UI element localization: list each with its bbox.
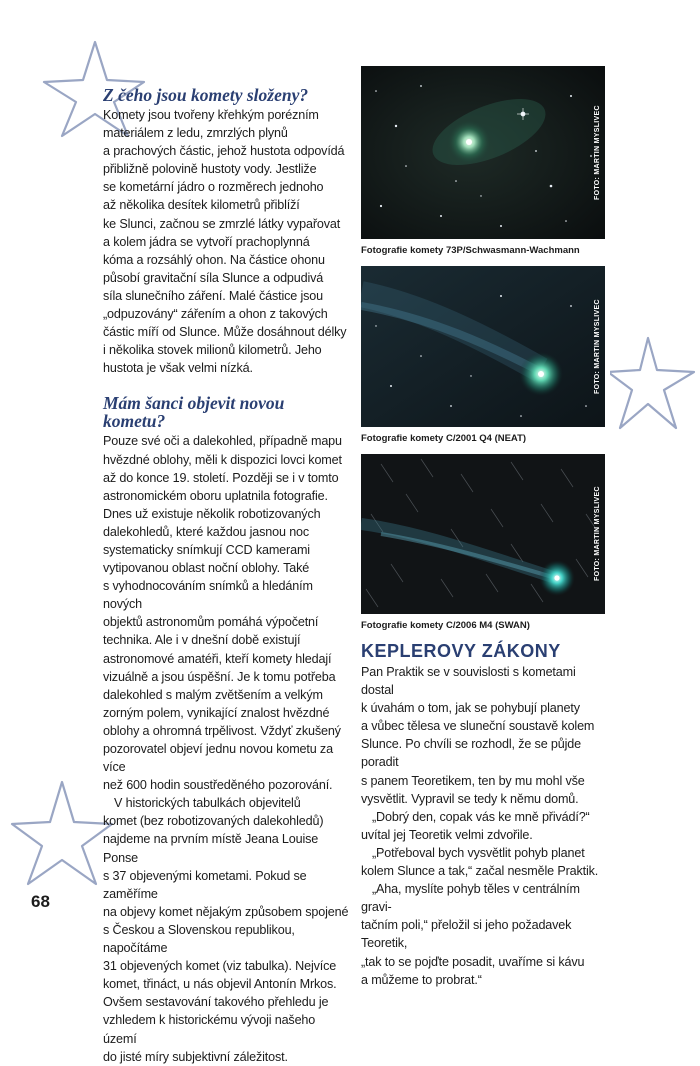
photo-caption: Fotografie komety 73P/Schwasmann-Wachmann [361,245,580,256]
paragraph-discover-1: Pouze své oči a dalekohled, případně mapu hvězdné oblohy, měli k dispozici lovci komet až do konce 19. století. Později se i v tomto astronomickém oboru uplatnila fotografie. Dnes už existuje několik robotizovaných dalekohledů, které každou jasnou noc systematicky snímkují CCD kamerami vytipovanou oblast noční oblohy. Také s vyhodnocováním snímků a hledáním nových objektů astronomům pomáhá výpočetní technika. Ale i v dnešní době existují astronomové amatéři, kteří komety hledají vizuálně a jsou úspěšní. Je k tomu potřeba dalekohled s malým zvětšením a velkým zorným polem, vynikající znalost hvězdné oblohy a ohromná trpělivost. Vždyť zkušený pozorovatel objeví jednu novou kometu za více než 600 hodin soustředěného pozorování. [103,434,342,793]
section-heading-discover: Mám šanci objevit novou kometu? [103,393,285,432]
left-column [103,86,349,1066]
comet-photo-73p [361,66,605,239]
comet-photo-c2006-m4 [361,454,605,614]
page-number: 68 [31,892,50,911]
comet-photo-c2001-q4 [361,266,605,427]
photo-caption: Fotografie komety C/2006 M4 (SWAN) [361,620,530,631]
star-decoration-right [610,334,698,434]
photo-caption: Fotografie komety C/2001 Q4 (NEAT) [361,433,527,444]
paragraph-kepler-4: „Aha, myslíte pohyb těles v centrálním gravi- tačním poli,“ přeložil si jeho požadavek Teoretik, „tak to se pojďte posadit, uvaříme si kávu a můžeme to probrat.“ [361,882,585,987]
photo-credit: FOTO: MARTIN MYSLIVEC [594,105,601,200]
paragraph-composition: Komety jsou tvořeny křehkým porézním materiálem z ledu, zmrzlých plynů a prachových částic, jehož hustota odpovídá přibližně polovině hustoty vody. Jestliže se kometární jádro o rozměrech jednoho až několika desítek kilometrů přiblíží ke Slunci, začnou se zmrzlé látky vypařovat a kolem jádra se vytvoří prachoplynná kóma a rozsáhlý ohon. Na částice ohonu působí gravitační síla Slunce a odpudivá síla slunečního záření. Malé částice jsou „odpuzovány“ zářením a ohon z takových částic míří od Slunce. Může dosáhnout délky i několika stovek milionů kilometrů. Jeho hustota je však velmi nízká. [103,108,347,376]
paragraph-kepler-1: Pan Praktik se v souvislosti s kometami dostal k úvahám o tom, jak se pohybují planety a vůbec tělesa ve sluneční soustavě kolem Slunce. Po chvíli se rozhodl, že se půjde poradit s panem Teoretikem, ten by mu mohl vše vysvětlit. Vypravil se tedy k němu domů. [361,665,595,806]
right-column [361,66,605,989]
section-heading-kepler: KEPLEROVY ZÁKONY [361,641,561,661]
paragraph-discover-2: V historických tabulkách objevitelů komet (bez robotizovaných dalekohledů) najdeme na prvním místě Jeana Louise Ponse s 37 objevenými kometami. Pokud se zaměříme na objevy komet nějakým způsobem spojené s Českou a Slovenskou republikou, napočítáme 31 objevených komet (viz tabulka). Nejvíce komet, třináct, u nás objevil Antonín Mrkos. Ovšem sestavování takového přehledu je vzhledem k historickému vývoji našeho území do jisté míry subjektivní záležitost. [103,796,349,1064]
paragraph-kepler-3: „Potřeboval bych vysvětlit pohyb planet kolem Slunce a tak,“ začal nesměle Praktik. [361,845,599,879]
photo-credit: FOTO: MARTIN MYSLIVEC [594,299,601,394]
paragraph-kepler-2: „Dobrý den, copak vás ke mně přivádí?“ uvítal jej Teoretik velmi zdvořile. [361,809,590,842]
section-heading-composition: Z čeho jsou komety složeny? [103,85,309,105]
photo-credit: FOTO: MARTIN MYSLIVEC [594,486,601,582]
star-decoration-bottom-left [4,778,116,890]
